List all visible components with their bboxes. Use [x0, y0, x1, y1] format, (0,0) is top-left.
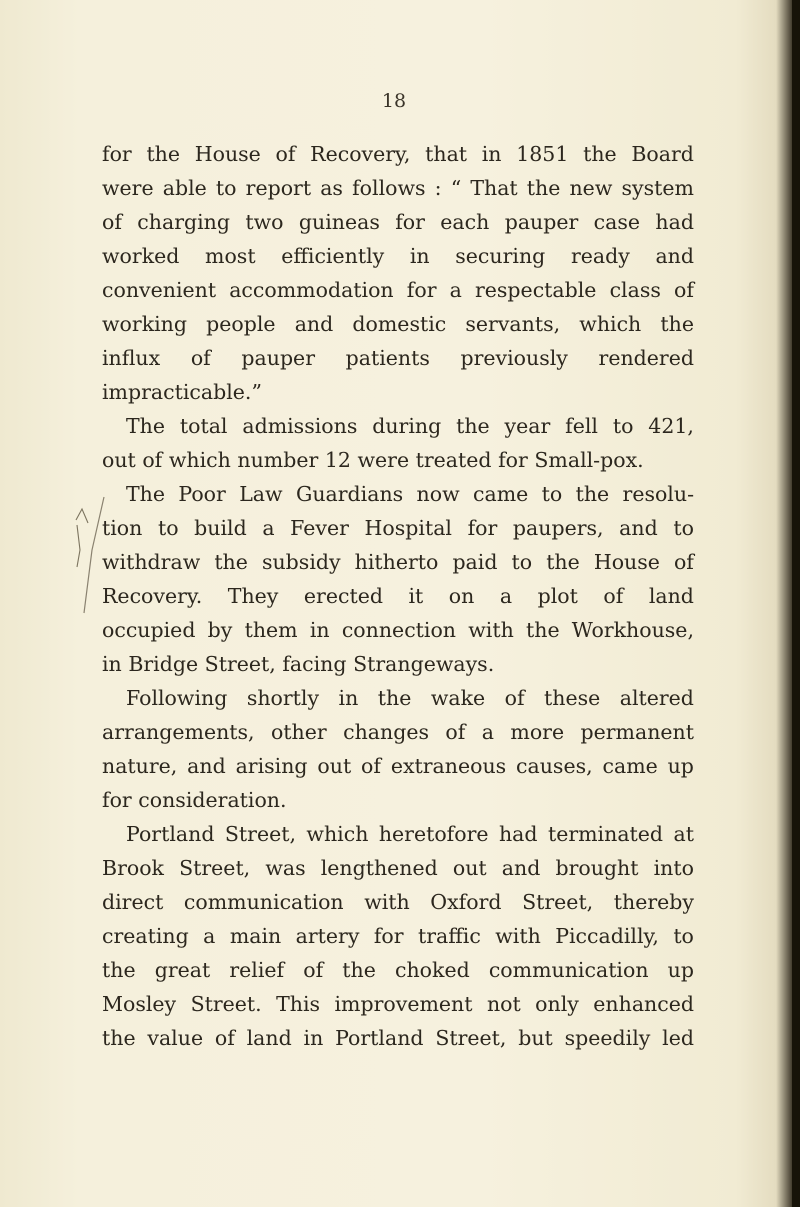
word: the — [102, 1026, 136, 1050]
text-line — [102, 205, 694, 239]
word: great — [154, 958, 211, 982]
text-line — [102, 409, 694, 443]
word: land — [246, 1026, 292, 1050]
word: accommodation — [229, 278, 394, 302]
word: were — [102, 176, 154, 200]
word: erected — [303, 584, 383, 608]
word: the — [377, 686, 412, 710]
word: 1851 — [516, 142, 569, 166]
text-line — [102, 545, 694, 579]
word: had — [498, 822, 538, 846]
word: build — [194, 516, 247, 540]
word: Board — [631, 142, 694, 166]
word: these — [544, 686, 601, 710]
text-line — [102, 307, 694, 341]
body-text — [102, 137, 694, 1055]
word: efficiently — [281, 244, 385, 268]
word: Following — [126, 686, 228, 710]
text-line — [102, 477, 694, 511]
word: of — [190, 346, 211, 370]
word: as — [320, 176, 343, 200]
word: working — [102, 312, 187, 336]
word: enhanced — [593, 992, 694, 1016]
word: for — [467, 516, 498, 540]
word: that — [425, 142, 468, 166]
word: House — [593, 550, 660, 574]
word: consideration. — [138, 788, 287, 812]
word: Street, — [435, 1026, 507, 1050]
text-line — [102, 749, 694, 783]
word: and — [294, 312, 334, 336]
page-number: 18 — [381, 90, 407, 112]
word: the — [583, 142, 617, 166]
word: causes, — [516, 754, 593, 778]
word: brought — [555, 856, 639, 880]
word: Street. — [190, 992, 262, 1016]
word: the — [575, 482, 610, 506]
word: paid — [452, 550, 498, 574]
word: nature, — [102, 754, 178, 778]
word: by — [207, 618, 233, 642]
word: The — [126, 414, 166, 438]
word: for — [102, 788, 132, 812]
word: choked — [395, 958, 470, 982]
word: came — [602, 754, 658, 778]
word: respectable — [474, 278, 597, 302]
word: resolu- — [622, 482, 694, 506]
word: arising — [235, 754, 308, 778]
word: value — [147, 1026, 204, 1050]
word: system — [621, 176, 694, 200]
word: Portland — [335, 1026, 424, 1050]
word: of — [102, 210, 122, 234]
word: Portland — [126, 822, 215, 846]
text-line — [102, 1021, 694, 1055]
word: arrangements, — [102, 720, 255, 744]
word: convenient — [102, 278, 217, 302]
word: up — [667, 754, 694, 778]
word: the — [456, 414, 490, 438]
text-line — [102, 919, 694, 953]
word: a — [481, 720, 494, 744]
word: heretofore — [378, 822, 489, 846]
word: each — [440, 210, 490, 234]
word: Law — [239, 482, 283, 506]
word: most — [205, 244, 256, 268]
word: the — [526, 176, 561, 200]
word: of — [674, 278, 694, 302]
word: in — [309, 618, 330, 642]
word: the — [546, 550, 580, 574]
text-line — [102, 681, 694, 715]
text-line — [102, 953, 694, 987]
word: Brook — [102, 856, 164, 880]
word: Poor — [178, 482, 226, 506]
word: led — [662, 1026, 694, 1050]
word: charging — [137, 210, 231, 234]
word: of — [214, 1026, 235, 1050]
word: it — [408, 584, 424, 608]
word: the — [342, 958, 376, 982]
word: : — [434, 176, 442, 200]
word: year — [504, 414, 551, 438]
word: the — [146, 142, 181, 166]
text-line — [102, 851, 694, 885]
word: impracticable.” — [102, 380, 262, 404]
word: to — [511, 550, 533, 574]
word: during — [372, 414, 442, 438]
word: with — [364, 890, 410, 914]
word: This — [276, 992, 321, 1016]
word: relief — [229, 958, 285, 982]
word: direct — [102, 890, 164, 914]
word: only — [535, 992, 579, 1016]
word: a — [499, 584, 513, 608]
word: follows — [352, 176, 426, 200]
word: to — [673, 516, 694, 540]
word: came — [472, 482, 529, 506]
word: able — [162, 176, 207, 200]
word: for — [373, 924, 404, 948]
word: Street, — [522, 890, 594, 914]
word: of — [303, 958, 324, 982]
word: with — [468, 618, 514, 642]
word: extraneous — [390, 754, 507, 778]
text-line — [102, 239, 694, 273]
word: people — [206, 312, 276, 336]
word: a — [262, 516, 275, 540]
word: total — [179, 414, 228, 438]
word: pauper — [241, 346, 315, 370]
word: rendered — [598, 346, 694, 370]
word: for — [498, 448, 528, 472]
word: to — [673, 924, 694, 948]
word: with — [495, 924, 541, 948]
word: the — [660, 312, 694, 336]
word: a — [449, 278, 462, 302]
word: Strangeways. — [353, 652, 495, 676]
word: was — [265, 856, 306, 880]
word: the — [526, 618, 560, 642]
word: and — [187, 754, 226, 778]
word: treated — [415, 448, 492, 472]
word: for — [395, 210, 425, 234]
word: Hospital — [364, 516, 452, 540]
word: the — [102, 958, 136, 982]
word: up — [667, 958, 694, 982]
word: subsidy — [261, 550, 341, 574]
word: guineas — [298, 210, 380, 234]
text-line — [102, 375, 694, 409]
word: for — [406, 278, 437, 302]
word: Street, — [179, 856, 251, 880]
word: plot — [537, 584, 578, 608]
word: to — [612, 414, 634, 438]
word: of — [504, 686, 525, 710]
word: paupers, — [512, 516, 604, 540]
word: connection — [341, 618, 457, 642]
text-line — [102, 613, 694, 647]
word: the — [214, 550, 248, 574]
word: in — [102, 652, 122, 676]
book-spine-edge — [792, 0, 800, 1207]
word: lengthened — [320, 856, 438, 880]
word: 12 — [324, 448, 351, 472]
word: number — [237, 448, 319, 472]
word: and — [619, 516, 658, 540]
word: shortly — [246, 686, 320, 710]
word: Street, — [204, 652, 276, 676]
word: out — [452, 856, 487, 880]
word: Guardians — [295, 482, 404, 506]
text-line — [102, 511, 694, 545]
word: out — [317, 754, 352, 778]
word: more — [510, 720, 565, 744]
word: which — [306, 822, 369, 846]
word: and — [501, 856, 541, 880]
word: in — [303, 1026, 324, 1050]
word: fell — [565, 414, 598, 438]
text-line — [102, 273, 694, 307]
word: a — [203, 924, 216, 948]
word: tion — [102, 516, 143, 540]
word: domestic — [352, 312, 447, 336]
word: on — [448, 584, 475, 608]
word: other — [270, 720, 327, 744]
text-line — [102, 817, 694, 851]
word: Workhouse, — [571, 618, 694, 642]
word: terminated — [547, 822, 664, 846]
word: Piccadilly, — [555, 924, 659, 948]
word: admissions — [242, 414, 358, 438]
text-line — [102, 443, 694, 477]
word: securing — [455, 244, 546, 268]
word: for — [102, 142, 132, 166]
text-line — [102, 987, 694, 1021]
text-line — [102, 579, 694, 613]
word: patients — [345, 346, 430, 370]
word: them — [244, 618, 298, 642]
word: permanent — [580, 720, 694, 744]
word: to — [157, 516, 179, 540]
word: which — [579, 312, 642, 336]
text-line — [102, 647, 694, 681]
word: not — [486, 992, 521, 1016]
word: occupied — [102, 618, 196, 642]
word: class — [609, 278, 661, 302]
text-line — [102, 783, 694, 817]
word: artery — [295, 924, 360, 948]
word: That — [470, 176, 518, 200]
word: wake — [430, 686, 486, 710]
word: in — [481, 142, 502, 166]
word: Recovery, — [310, 142, 411, 166]
word: withdraw — [102, 550, 201, 574]
word: speedily — [564, 1026, 651, 1050]
word: in — [338, 686, 359, 710]
text-line — [102, 341, 694, 375]
word: now — [416, 482, 460, 506]
word: and — [655, 244, 694, 268]
word: Mosley — [102, 992, 177, 1016]
word: report — [245, 176, 312, 200]
word: had — [655, 210, 694, 234]
word: servants, — [465, 312, 561, 336]
word: The — [126, 482, 166, 506]
word: traffic — [417, 924, 481, 948]
word: out — [102, 448, 136, 472]
word: were — [357, 448, 410, 472]
word: Street, — [224, 822, 296, 846]
word: communication — [183, 890, 344, 914]
word: influx — [102, 346, 161, 370]
word: Oxford — [430, 890, 502, 914]
word: at — [673, 822, 694, 846]
word: improvement — [334, 992, 473, 1016]
word: of — [673, 550, 694, 574]
word: House — [194, 142, 261, 166]
word: Recovery. — [102, 584, 203, 608]
word: worked — [102, 244, 180, 268]
text-line — [102, 171, 694, 205]
word: Fever — [290, 516, 349, 540]
word: into — [653, 856, 694, 880]
text-line — [102, 715, 694, 749]
word: communication — [488, 958, 649, 982]
word: Bridge — [128, 652, 199, 676]
text-line — [102, 885, 694, 919]
word: main — [229, 924, 282, 948]
word: but — [518, 1026, 553, 1050]
word: 421, — [648, 414, 694, 438]
word: “ — [450, 176, 462, 200]
word: facing — [282, 652, 347, 676]
word: They — [227, 584, 279, 608]
word: two — [245, 210, 284, 234]
word: in — [409, 244, 430, 268]
word: ready — [570, 244, 630, 268]
word: changes — [343, 720, 429, 744]
word: to — [215, 176, 237, 200]
word: previously — [460, 346, 568, 370]
word: altered — [619, 686, 694, 710]
word: which — [168, 448, 231, 472]
word: case — [593, 210, 641, 234]
word: creating — [102, 924, 189, 948]
word: thereby — [613, 890, 694, 914]
word: of — [361, 754, 381, 778]
word: hitherto — [354, 550, 439, 574]
word: pauper — [504, 210, 579, 234]
word: to — [541, 482, 563, 506]
word: land — [648, 584, 694, 608]
word: of — [142, 448, 163, 472]
word: of — [603, 584, 624, 608]
word: new — [569, 176, 613, 200]
word: Small-pox. — [534, 448, 644, 472]
text-line — [102, 137, 694, 171]
word: of — [275, 142, 296, 166]
word: of — [445, 720, 466, 744]
